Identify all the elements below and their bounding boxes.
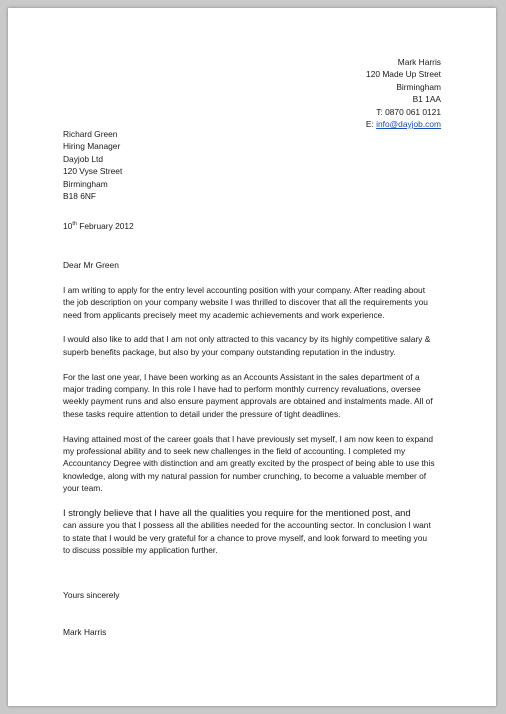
- paragraph-line: knowledge, along with my natural passion for number crunching, to become a valuable member of: [63, 470, 427, 481]
- date-suffix: th: [72, 221, 77, 228]
- paragraph-5: [63, 507, 455, 557]
- letter-page: [8, 8, 496, 706]
- paragraph-line: need from applicants precisely meet my academic achievements and work experience.: [63, 309, 385, 320]
- paragraph-line: I would also like to add that I am not only attracted to this vacancy by its highly competitive salary &: [63, 334, 431, 345]
- paragraph-line: major trading company. In this role I have had to perform monthly currency revaluations, oversee: [63, 384, 421, 395]
- salutation: Dear Mr Green: [63, 260, 119, 270]
- sender-phone: T: 0870 061 0121: [376, 106, 441, 117]
- sender-street: 120 Made Up Street: [366, 69, 441, 80]
- date-rest: February 2012: [76, 221, 134, 231]
- recipient-name: Richard Green: [63, 129, 118, 139]
- sender-city: Birmingham: [396, 81, 441, 92]
- paragraph-line: superb benefits package, but also by your company outstanding reputation in the industry.: [63, 346, 396, 357]
- letter-date: [63, 220, 134, 232]
- sender-address: [366, 56, 441, 130]
- recipient-street: 120 Vyse Street: [63, 166, 123, 177]
- sender-email-link[interactable]: info@dayjob.com: [376, 119, 441, 130]
- letter-body: [63, 259, 455, 569]
- paragraph-line: Accountancy Degree with distinction and am greatly excited by the prospect of being able to use this: [63, 458, 435, 469]
- sender-postcode: B1 1AA: [412, 94, 441, 105]
- signature-name: Mark Harris: [63, 627, 107, 637]
- date-day: 10: [63, 221, 73, 231]
- paragraph-line: Having attained most of the career goals that I have previously set myself, I am now keen to expand: [63, 433, 434, 444]
- closing: Yours sincerely: [63, 590, 120, 600]
- paragraph-line-large: I strongly believe that I have all the qualities you require for the mentioned post, and: [63, 507, 411, 519]
- sender-email-prefix: E:: [365, 119, 377, 130]
- paragraph-2: [63, 333, 455, 358]
- recipient-address: [63, 128, 122, 202]
- paragraph-line: to state that I would be very grateful for a chance to prove myself, and look forward to meeting you: [63, 532, 428, 543]
- paragraph-line: my professional ability and to seek new challenges in the field of accounting. I completed my: [63, 446, 406, 457]
- paragraph-1: [63, 284, 455, 321]
- recipient-title: Hiring Manager: [63, 141, 121, 152]
- paragraph-line: to discuss possible my application further.: [63, 545, 218, 556]
- paragraph-4: [63, 433, 455, 495]
- paragraph-line: these tasks require attention to detail under the pressure of tight deadlines.: [63, 408, 341, 419]
- paragraph-line: your team.: [63, 483, 103, 494]
- sender-email-line: [366, 118, 441, 130]
- paragraph-line: can assure you that I possess all the abilities needed for the accounting sector. In conclusion I want: [63, 520, 431, 531]
- paragraph-line: I am writing to apply for the entry level accounting position with your company. After reading about: [63, 284, 426, 295]
- recipient-company: Dayjob Ltd: [63, 153, 104, 164]
- paragraph-line: For the last one year, I have been working as an Accounts Assistant in the sales department of a: [63, 371, 420, 382]
- paragraph-3: [63, 371, 455, 421]
- recipient-postcode: B18 6NF: [63, 191, 97, 202]
- paragraph-line: the job description on your company website I was thrilled to discover that all the requirements you: [63, 297, 428, 308]
- sender-name: Mark Harris: [397, 57, 441, 67]
- recipient-city: Birmingham: [63, 178, 108, 189]
- paragraph-line: weekly payment runs and also ensure payment approvals are obtained and instalments made. All of: [63, 396, 433, 407]
